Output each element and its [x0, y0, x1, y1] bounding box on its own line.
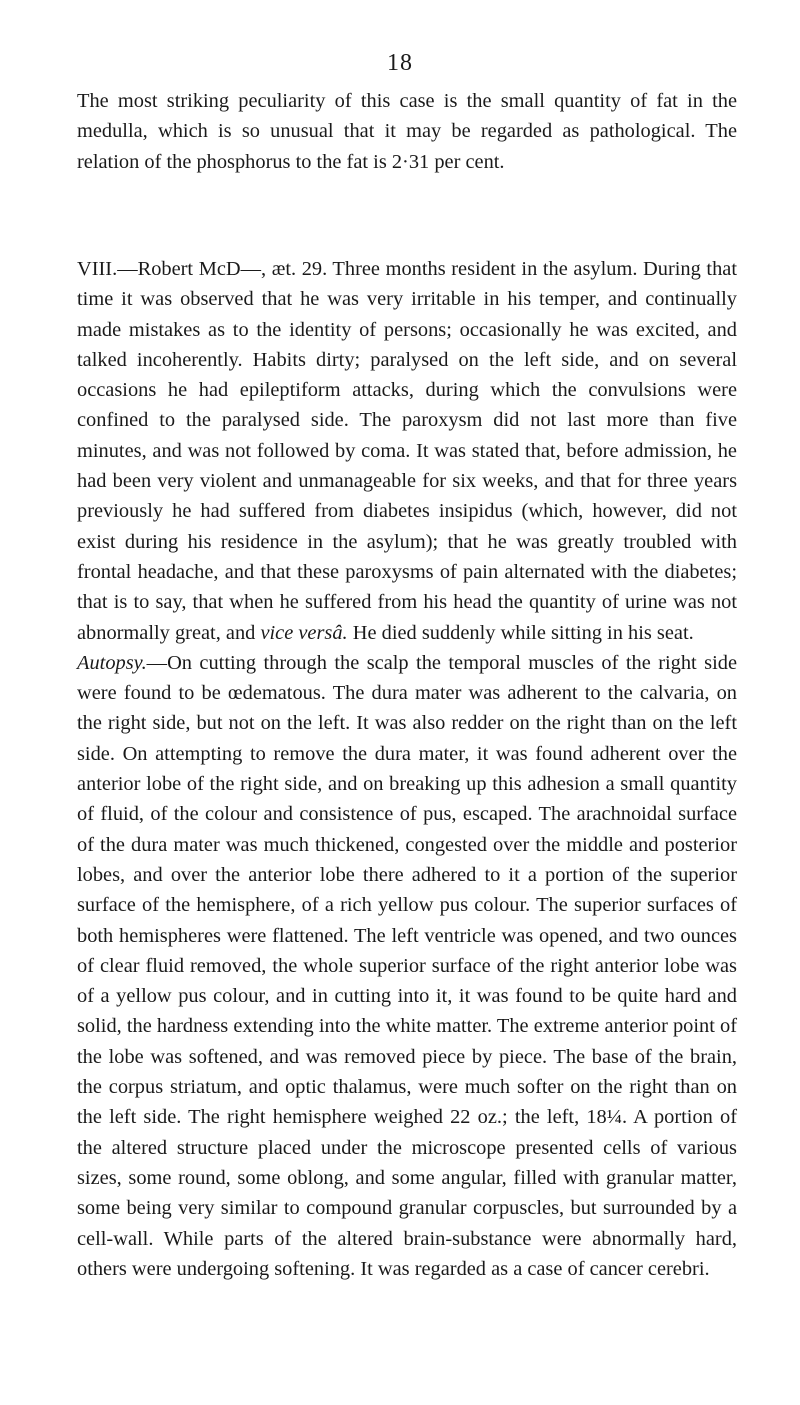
case-end: He died suddenly while sitting in his seat.	[352, 621, 694, 644]
autopsy-label: Autopsy.	[77, 651, 147, 674]
case-viii-paragraph	[77, 254, 737, 648]
intro-paragraph: The most striking peculiarity of this case is the small quantity of fat in the medulla, which is so unusual that it may be regarded as pathological. The relation of the phosphorus to the fat is 2·31 per cent.	[77, 90, 737, 173]
case-heading: VIII.	[77, 258, 118, 280]
page-number: 18	[387, 50, 413, 76]
vice-versa-phrase: vice versâ.	[260, 621, 348, 644]
case-body: —Robert McD—, æt. 29. Three months resident in the asylum. During that time it was observed that he was very irritable in his temper, and continually made mistakes as to the identity of persons; occasionally he was excited, and talked incoherently. Habits dirty; paralysed on the left side, and on several occasions he had epileptiform attacks, during which the convulsions were confined to the paralysed side. The paroxysm did not last more than five minutes, and was not followed by coma. It was stated that, before admission, he had been very violent and unmanageable for six weeks, and that for three years previously he had suffered from diabetes insipidus (which, however, did not exist during his residence in the asylum); that he was greatly troubled with frontal headache, and that these paroxysms of pain alternated with the diabetes; that is to say, that when he suffered from his head the quantity of urine was not abnormally great, and	[77, 258, 737, 644]
intro-paragraph-block	[77, 86, 737, 177]
autopsy-paragraph	[77, 648, 737, 1284]
autopsy-body: —On cutting through the scalp the temporal muscles of the right side were found to be œdematous. The dura mater was adherent to the calvaria, on the right side, but not on the left. It was also redder on the right than on the left side. On attempting to remove the dura mater, it was found adherent over the anterior lobe of the right side, and on breaking up this adhesion a small quantity of fluid, of the colour and consistence of pus, escaped. The arachnoidal surface of the dura mater was much thickened, congested over the middle and posterior lobes, and over the anterior lobe there adhered to it a portion of the superior surface of the hemisphere, of a rich yellow pus colour. The superior surfaces of both hemispheres were flattened. The left ventricle was opened, and two ounces of clear fluid removed, the whole superior surface of the right anterior lobe was of a yellow pus colour, and in cutting into it, it was found to be quite hard and solid, the hardness extending into the white matter. The extreme anterior point of the lobe was softened, and was removed piece by piece. The base of the brain, the corpus striatum, and optic thalamus, were much softer on the right than on the left side. The right hemisphere weighed 22 oz.; the left, 18¼. A portion of the altered structure placed under the microscope presented cells of various sizes, some round, some oblong, and some angular, filled with granular matter, some being very similar to compound granular corpuscles, but surrounded by a cell-wall. While parts of the altered brain-substance were abnormally hard, others were undergoing softening. It was regarded as a case of cancer cerebri.	[77, 651, 737, 1280]
case-viii-block	[77, 254, 737, 1284]
